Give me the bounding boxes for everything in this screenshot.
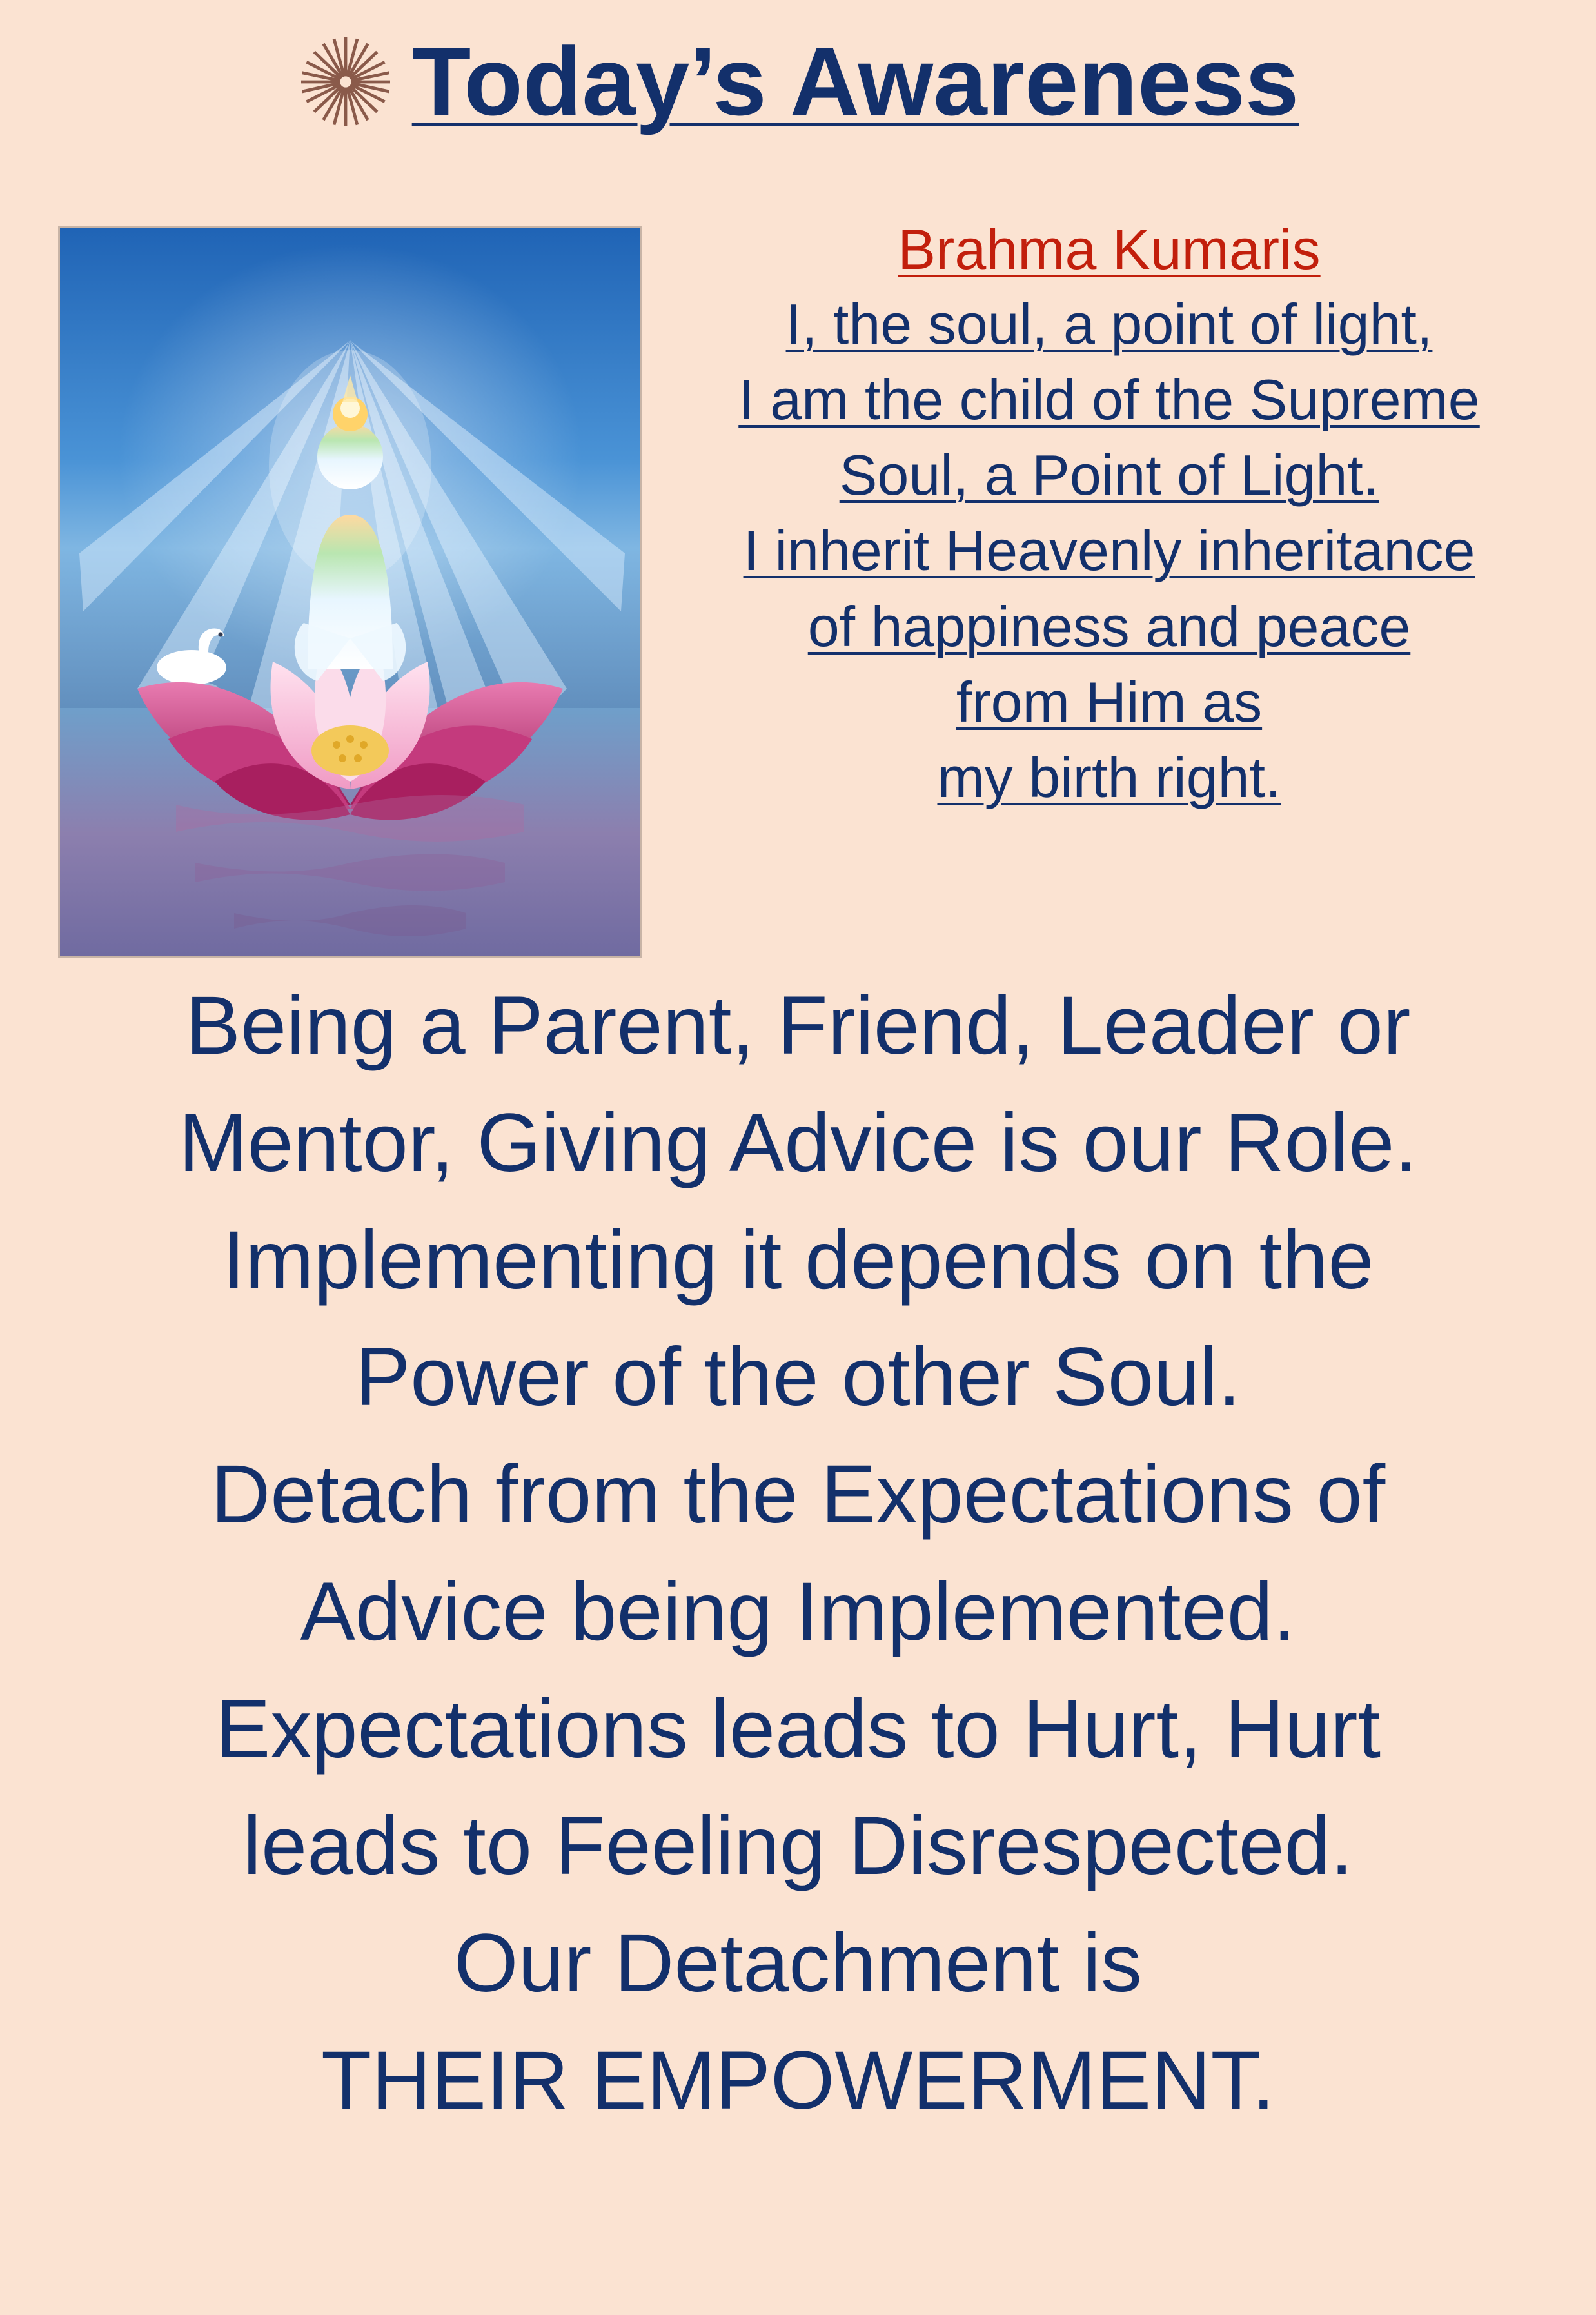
quote-line: I, the soul, a point of light,	[785, 292, 1433, 357]
message-line: Advice being Implemented.	[300, 1565, 1296, 1658]
quote-line: I am the child of the Supreme	[738, 368, 1480, 432]
message-line: Implementing it depends on the	[222, 1214, 1374, 1306]
quote-line: from Him as	[956, 669, 1263, 734]
message-line: Being a Parent, Friend, Leader or	[185, 980, 1411, 1072]
page-title: Today’s Awareness	[411, 27, 1299, 135]
message-line: Mentor, Giving Advice is our Role.	[179, 1096, 1417, 1189]
quote-line: my birth right.	[937, 745, 1281, 809]
quote-line: I inherit Heavenly inheritance	[743, 518, 1475, 583]
meditating-soul-on-lotus-image	[58, 226, 642, 958]
message-line: THEIR EMPOWERMENT.	[320, 2034, 1276, 2127]
quote-line: Soul, a Point of Light.	[839, 443, 1379, 507]
message-line: Power of the other Soul.	[355, 1331, 1241, 1424]
quote-line: of happiness and peace	[807, 594, 1411, 658]
message-block	[0, 967, 1596, 2140]
page-header	[0, 27, 1596, 135]
intro-section	[0, 213, 1596, 974]
sunburst-icon	[297, 34, 394, 130]
message-line: Our Detachment is	[453, 1917, 1143, 2009]
message-line: Detach from the Expectations of	[210, 1448, 1386, 1541]
message-line: leads to Feeling Disrespected.	[242, 1800, 1354, 1893]
quote-attribution: Brahma Kumaris	[898, 217, 1321, 281]
quote-block	[651, 213, 1567, 815]
message-line: Expectations leads to Hurt, Hurt	[215, 1682, 1381, 1775]
